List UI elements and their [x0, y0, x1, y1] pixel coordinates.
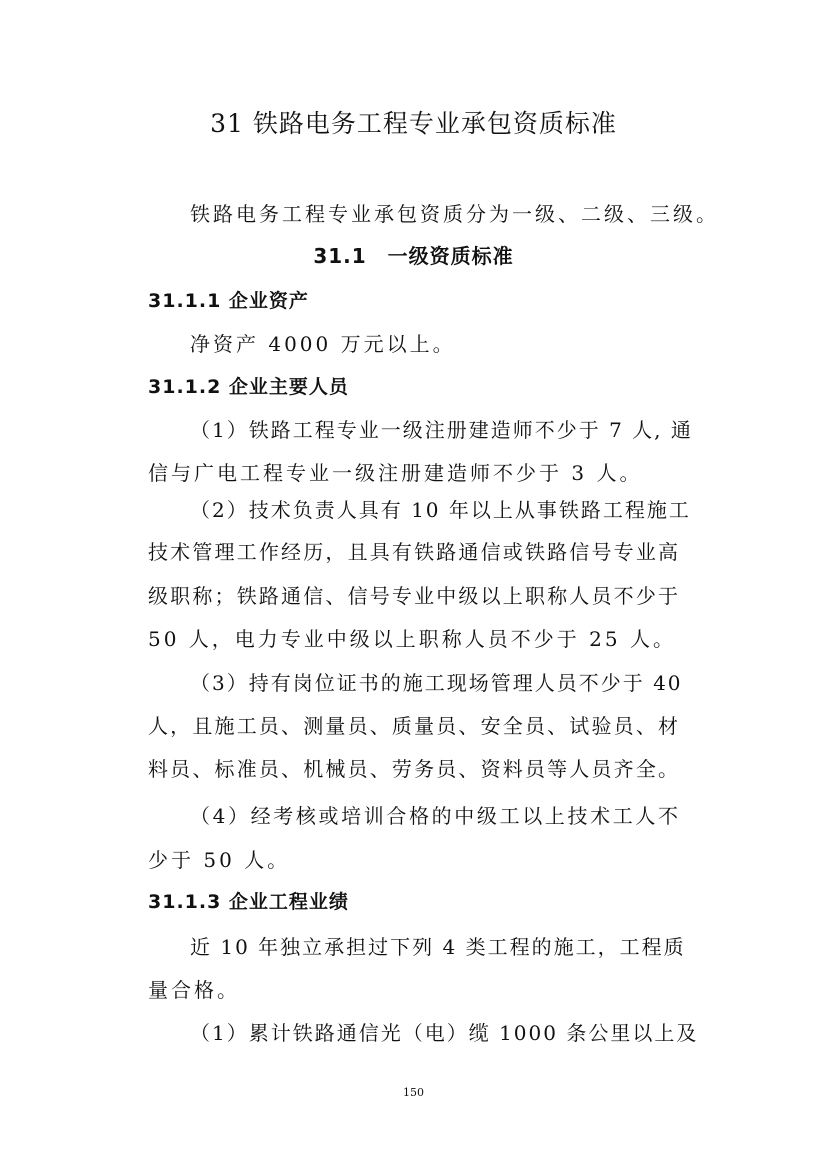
intro-paragraph: 铁路电务工程专业承包资质分为一级、二级、三级。 [190, 202, 719, 226]
performance-item-1: （1）累计铁路通信光（电）缆 1000 条公里以上及 [190, 1021, 699, 1045]
personnel-item-2-line-2: 技术管理工作经历，且具有铁路通信或铁路信号专业高 [148, 540, 680, 564]
subsection-heading-assets: 31.1.1 企业资产 [148, 290, 309, 312]
assets-text: 净资产 4000 万元以上。 [190, 332, 456, 356]
personnel-item-1-line-2: 信与广电工程专业一级注册建造师不少于 3 人。 [148, 461, 643, 485]
personnel-item-3-line-3: 料员、标准员、机械员、劳务员、资料员等人员齐全。 [148, 757, 680, 781]
personnel-item-2-line-3: 级职称；铁路通信、信号专业中级以上职称人员不少于 [148, 584, 680, 608]
personnel-item-4-line-1: （4）经考核或培训合格的中级工以上技术工人不 [190, 804, 680, 828]
personnel-item-3-line-1: （3）持有岗位证书的施工现场管理人员不少于 40 [190, 671, 683, 695]
personnel-item-4-line-2: 少于 50 人。 [148, 848, 291, 872]
document-title: 31 铁路电务工程专业承包资质标准 [210, 109, 617, 138]
performance-line-1: 近 10 年独立承担过下列 4 类工程的施工，工程质 [190, 935, 686, 959]
performance-line-2: 量合格。 [148, 978, 240, 1002]
subsection-heading-performance: 31.1.3 企业工程业绩 [148, 891, 349, 913]
personnel-item-1-line-1: （1）铁路工程专业一级注册建造师不少于 7 人, 通 [190, 418, 693, 442]
personnel-item-2-line-1: （2）技术负责人具有 10 年以上从事铁路工程施工 [190, 498, 691, 522]
personnel-item-2-line-4: 50 人，电力专业中级以上职称人员不少于 25 人。 [148, 627, 676, 651]
page-number: 150 [403, 1086, 424, 1099]
subsection-heading-personnel: 31.1.2 企业主要人员 [148, 376, 349, 398]
personnel-item-3-line-2: 人，且施工员、测量员、质量员、安全员、试验员、材 [148, 714, 680, 738]
section-heading: 31.1 一级资质标准 [313, 244, 514, 268]
